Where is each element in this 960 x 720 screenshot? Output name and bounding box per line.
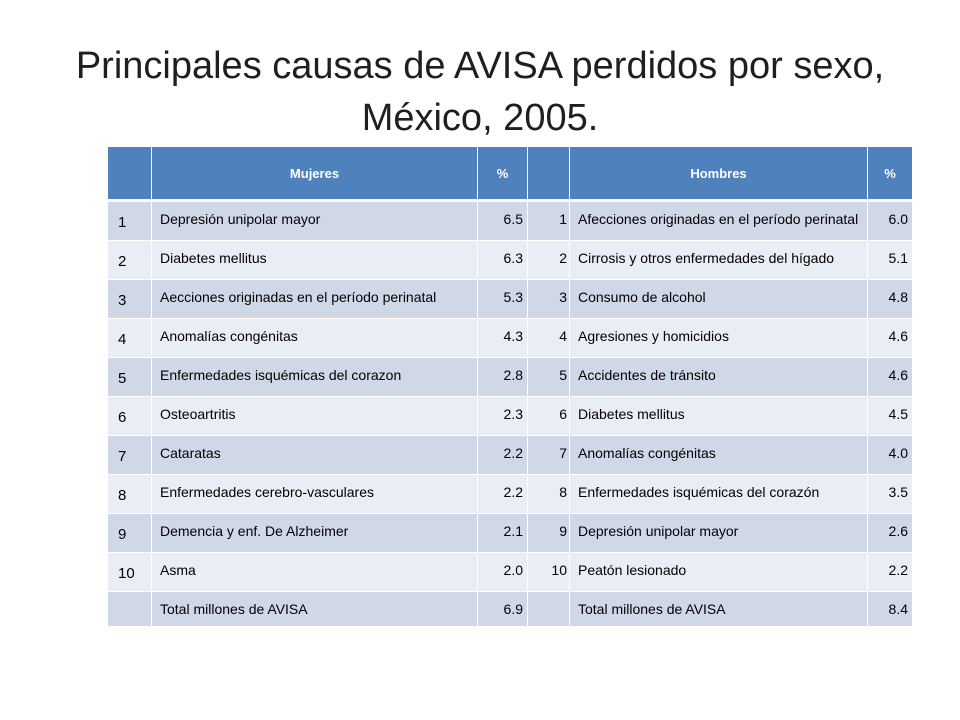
mujeres-cause-cell: Aecciones originadas en el período perinatal (152, 280, 478, 319)
mujeres-cause-cell: Diabetes mellitus (152, 241, 478, 280)
hombres-percent-cell: 4.5 (868, 397, 913, 436)
total-rank-cell (108, 592, 152, 627)
header-hombres: Hombres (570, 147, 868, 202)
mujeres-total-label: Total millones de AVISA (152, 592, 478, 627)
rank-cell: 4 (108, 319, 152, 358)
table-row (108, 397, 913, 436)
table-header-row (108, 147, 913, 202)
hombres-cause-cell: Agresiones y homicidios (570, 319, 868, 358)
hombres-cause-cell: Depresión unipolar mayor (570, 514, 868, 553)
hombres-cause-cell: Accidentes de tránsito (570, 358, 868, 397)
table-row (108, 358, 913, 397)
hombres-rank-cell: 6 (528, 397, 570, 436)
hombres-total-rank-cell (528, 592, 570, 627)
header-hombres-percent: % (868, 147, 913, 202)
hombres-percent-cell: 5.1 (868, 241, 913, 280)
avisa-table (108, 147, 913, 627)
mujeres-percent-cell: 6.5 (478, 202, 528, 241)
header-mujeres: Mujeres (152, 147, 478, 202)
hombres-total-value: 8.4 (868, 592, 913, 627)
mujeres-percent-cell: 5.3 (478, 280, 528, 319)
hombres-cause-cell: Consumo de alcohol (570, 280, 868, 319)
mujeres-percent-cell: 2.2 (478, 436, 528, 475)
rank-cell: 2 (108, 241, 152, 280)
rank-cell: 5 (108, 358, 152, 397)
table-row (108, 280, 913, 319)
mujeres-cause-cell: Depresión unipolar mayor (152, 202, 478, 241)
header-rank (108, 147, 152, 202)
mujeres-cause-cell: Asma (152, 553, 478, 592)
rank-cell: 6 (108, 397, 152, 436)
header-mujeres-percent: % (478, 147, 528, 202)
table-row (108, 436, 913, 475)
hombres-total-label: Total millones de AVISA (570, 592, 868, 627)
table-row (108, 319, 913, 358)
hombres-rank-cell: 9 (528, 514, 570, 553)
total-row (108, 592, 913, 627)
rank-cell: 1 (108, 202, 152, 241)
hombres-cause-cell: Peatón lesionado (570, 553, 868, 592)
hombres-rank-cell: 7 (528, 436, 570, 475)
table-row (108, 514, 913, 553)
hombres-rank-cell: 10 (528, 553, 570, 592)
mujeres-total-value: 6.9 (478, 592, 528, 627)
header-hombres-rank (528, 147, 570, 202)
hombres-percent-cell: 3.5 (868, 475, 913, 514)
mujeres-percent-cell: 2.3 (478, 397, 528, 436)
hombres-cause-cell: Diabetes mellitus (570, 397, 868, 436)
mujeres-cause-cell: Demencia y enf. De Alzheimer (152, 514, 478, 553)
hombres-rank-cell: 1 (528, 202, 570, 241)
hombres-percent-cell: 4.6 (868, 358, 913, 397)
mujeres-percent-cell: 2.0 (478, 553, 528, 592)
hombres-rank-cell: 8 (528, 475, 570, 514)
table-row (108, 241, 913, 280)
rank-cell: 8 (108, 475, 152, 514)
hombres-percent-cell: 6.0 (868, 202, 913, 241)
mujeres-cause-cell: Cataratas (152, 436, 478, 475)
mujeres-percent-cell: 2.2 (478, 475, 528, 514)
hombres-rank-cell: 5 (528, 358, 570, 397)
mujeres-percent-cell: 6.3 (478, 241, 528, 280)
hombres-cause-cell: Afecciones originadas en el período perinatal (570, 202, 868, 241)
mujeres-percent-cell: 2.8 (478, 358, 528, 397)
rank-cell: 7 (108, 436, 152, 475)
hombres-cause-cell: Enfermedades isquémicas del corazón (570, 475, 868, 514)
mujeres-percent-cell: 4.3 (478, 319, 528, 358)
hombres-rank-cell: 2 (528, 241, 570, 280)
table-row (108, 475, 913, 514)
slide-title (40, 40, 920, 144)
table-row (108, 553, 913, 592)
hombres-percent-cell: 2.2 (868, 553, 913, 592)
slide-title-line-1: Principales causas de AVISA perdidos por sexo, (75, 45, 885, 87)
slide-title-line-2: México, 2005. (361, 97, 599, 139)
rank-cell: 3 (108, 280, 152, 319)
hombres-percent-cell: 2.6 (868, 514, 913, 553)
hombres-cause-cell: Cirrosis y otros enfermedades del hígado (570, 241, 868, 280)
hombres-percent-cell: 4.6 (868, 319, 913, 358)
mujeres-percent-cell: 2.1 (478, 514, 528, 553)
rank-cell: 9 (108, 514, 152, 553)
mujeres-cause-cell: Enfermedades cerebro-vasculares (152, 475, 478, 514)
hombres-percent-cell: 4.8 (868, 280, 913, 319)
mujeres-cause-cell: Osteoartritis (152, 397, 478, 436)
mujeres-cause-cell: Enfermedades isquémicas del corazon (152, 358, 478, 397)
table-row (108, 202, 913, 241)
hombres-cause-cell: Anomalías congénitas (570, 436, 868, 475)
hombres-rank-cell: 3 (528, 280, 570, 319)
rank-cell: 10 (108, 553, 152, 592)
hombres-percent-cell: 4.0 (868, 436, 913, 475)
mujeres-cause-cell: Anomalías congénitas (152, 319, 478, 358)
hombres-rank-cell: 4 (528, 319, 570, 358)
